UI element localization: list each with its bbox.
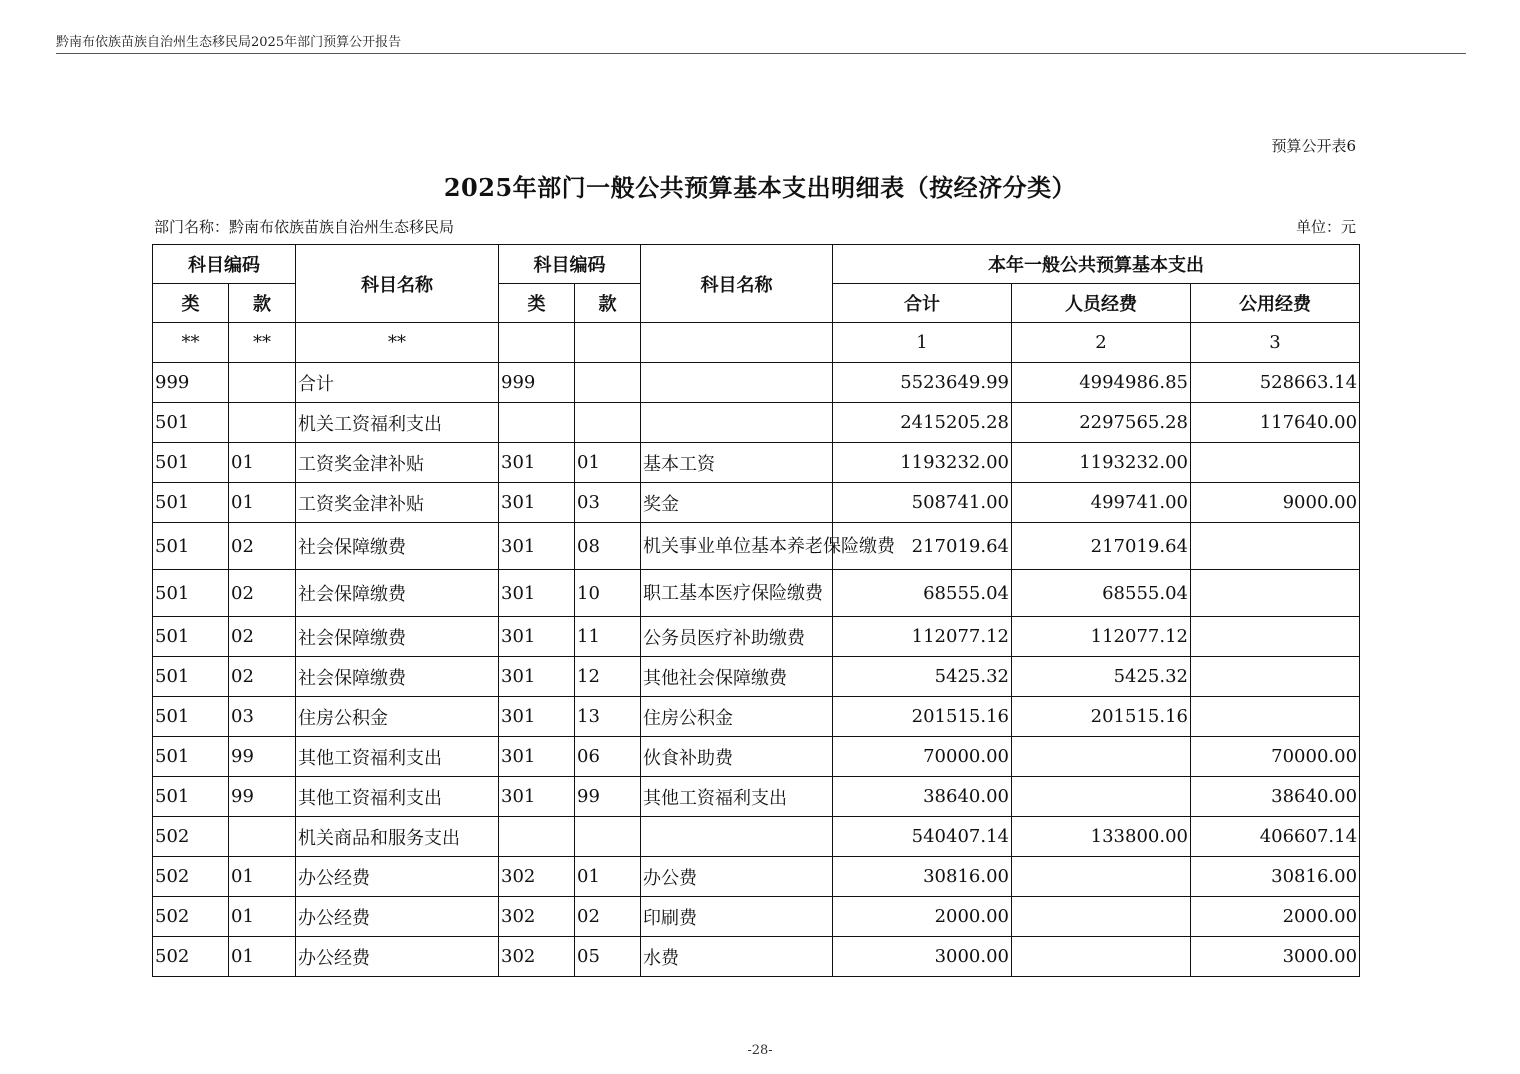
table-row [153,817,1360,857]
cell-econ-name: 机关事业单位基本养老保险缴费 [641,523,833,570]
cell-personnel: 2297565.28 [1012,403,1191,443]
cell-lei: 502 [153,817,229,857]
cell-kuan: 01 [229,897,296,937]
cell-total: 508741.00 [833,483,1012,523]
header-lei-2: 类 [499,284,575,323]
cell-econ-kuan [575,817,641,857]
cell-kuan [229,363,296,403]
table-row [153,570,1360,617]
cell-subject-name: 社会保障缴费 [296,617,499,657]
cell-total: 2415205.28 [833,403,1012,443]
cell-econ-lei: 302 [499,857,575,897]
cell-subject-name: 办公经费 [296,857,499,897]
header-name-1: 科目名称 [296,245,499,323]
table-row [153,777,1360,817]
cell-total: 70000.00 [833,737,1012,777]
page-title: 2025年部门一般公共预算基本支出明细表（按经济分类） [443,173,1077,202]
cell-econ-name: 其他社会保障缴费 [641,657,833,697]
cell-public: 2000.00 [1191,897,1360,937]
cell-kuan: 02 [229,570,296,617]
cell-econ-lei: 302 [499,937,575,977]
department-name: 部门名称：黔南布依族苗族自治州生态移民局 [154,218,455,236]
index-cell: 3 [1191,323,1360,363]
index-cell [575,323,641,363]
cell-personnel: 499741.00 [1012,483,1191,523]
unit-label: 单位：元 [1295,218,1356,236]
cell-lei: 501 [153,443,229,483]
budget-table [152,244,1360,977]
cell-public [1191,570,1360,617]
cell-personnel: 201515.16 [1012,697,1191,737]
cell-personnel: 1193232.00 [1012,443,1191,483]
cell-econ-name: 伙食补助费 [641,737,833,777]
cell-econ-kuan: 01 [575,857,641,897]
cell-kuan: 01 [229,443,296,483]
cell-subject-name: 合计 [296,363,499,403]
cell-lei: 501 [153,737,229,777]
cell-personnel: 5425.32 [1012,657,1191,697]
index-cell: ** [296,323,499,363]
cell-kuan [229,403,296,443]
cell-lei: 502 [153,857,229,897]
cell-subject-name: 工资奖金津补贴 [296,443,499,483]
cell-econ-name: 印刷费 [641,897,833,937]
cell-econ-name [641,817,833,857]
header-code-group-2: 科目编码 [499,245,641,284]
cell-econ-lei: 301 [499,617,575,657]
cell-kuan [229,817,296,857]
cell-econ-kuan [575,363,641,403]
cell-econ-kuan: 06 [575,737,641,777]
cell-econ-kuan: 13 [575,697,641,737]
cell-subject-name: 办公经费 [296,937,499,977]
cell-total: 68555.04 [833,570,1012,617]
table-body [153,323,1360,977]
cell-econ-kuan: 03 [575,483,641,523]
cell-subject-name: 工资奖金津补贴 [296,483,499,523]
cell-econ-lei: 301 [499,657,575,697]
cell-kuan: 99 [229,737,296,777]
cell-econ-name: 办公费 [641,857,833,897]
cell-personnel: 133800.00 [1012,817,1191,857]
cell-lei: 501 [153,483,229,523]
index-cell [641,323,833,363]
cell-total: 1193232.00 [833,443,1012,483]
cell-kuan: 02 [229,657,296,697]
cell-econ-kuan: 01 [575,443,641,483]
cell-personnel [1012,737,1191,777]
cell-lei: 501 [153,777,229,817]
cell-subject-name: 其他工资福利支出 [296,777,499,817]
cell-public [1191,617,1360,657]
cell-personnel: 112077.12 [1012,617,1191,657]
cell-subject-name: 住房公积金 [296,697,499,737]
cell-lei: 502 [153,897,229,937]
cell-total: 5425.32 [833,657,1012,697]
cell-lei: 501 [153,523,229,570]
cell-lei: 501 [153,697,229,737]
cell-subject-name: 社会保障缴费 [296,523,499,570]
cell-public: 30816.00 [1191,857,1360,897]
cell-public [1191,443,1360,483]
cell-econ-name: 其他工资福利支出 [641,777,833,817]
header-personnel: 人员经费 [1012,284,1191,323]
cell-personnel: 4994986.85 [1012,363,1191,403]
table-row [153,403,1360,443]
cell-econ-name: 水费 [641,937,833,977]
cell-kuan: 03 [229,697,296,737]
table-row [153,657,1360,697]
cell-personnel: 68555.04 [1012,570,1191,617]
table-row [153,737,1360,777]
table-number: 预算公开表6 [1271,137,1356,155]
cell-total: 3000.00 [833,937,1012,977]
header-public: 公用经费 [1191,284,1360,323]
cell-econ-name [641,363,833,403]
cell-kuan: 01 [229,483,296,523]
cell-public: 70000.00 [1191,737,1360,777]
cell-lei: 502 [153,937,229,977]
cell-subject-name: 机关工资福利支出 [296,403,499,443]
cell-econ-lei [499,403,575,443]
table-row [153,443,1360,483]
cell-total: 217019.64 [833,523,1012,570]
cell-kuan: 02 [229,523,296,570]
index-cell [499,323,575,363]
cell-lei: 999 [153,363,229,403]
table-row [153,483,1360,523]
cell-personnel: 217019.64 [1012,523,1191,570]
cell-econ-kuan: 02 [575,897,641,937]
table-row [153,617,1360,657]
cell-econ-lei: 301 [499,570,575,617]
cell-econ-lei: 301 [499,777,575,817]
cell-subject-name: 机关商品和服务支出 [296,817,499,857]
running-header: 黔南布依族苗族自治州生态移民局2025年部门预算公开报告 [56,35,402,50]
cell-total: 112077.12 [833,617,1012,657]
cell-public: 38640.00 [1191,777,1360,817]
cell-econ-name [641,403,833,443]
header-kuan-2: 款 [575,284,641,323]
cell-kuan: 01 [229,857,296,897]
cell-personnel [1012,937,1191,977]
cell-personnel [1012,857,1191,897]
cell-total: 2000.00 [833,897,1012,937]
cell-econ-kuan: 11 [575,617,641,657]
cell-personnel [1012,897,1191,937]
table-row [153,523,1360,570]
table-row [153,857,1360,897]
cell-econ-kuan: 99 [575,777,641,817]
index-cell: 1 [833,323,1012,363]
cell-lei: 501 [153,617,229,657]
index-cell: ** [229,323,296,363]
cell-total: 5523649.99 [833,363,1012,403]
cell-total: 201515.16 [833,697,1012,737]
cell-lei: 501 [153,403,229,443]
header-rule [56,53,1466,54]
cell-econ-kuan: 12 [575,657,641,697]
cell-econ-lei [499,817,575,857]
cell-econ-name: 公务员医疗补助缴费 [641,617,833,657]
cell-econ-name: 奖金 [641,483,833,523]
table-row [153,937,1360,977]
header-name-2: 科目名称 [641,245,833,323]
table-header [153,245,1360,323]
cell-kuan: 02 [229,617,296,657]
cell-lei: 501 [153,570,229,617]
cell-total: 38640.00 [833,777,1012,817]
cell-lei: 501 [153,657,229,697]
cell-total: 540407.14 [833,817,1012,857]
page-number: -28- [747,1043,773,1058]
cell-kuan: 01 [229,937,296,977]
cell-econ-kuan: 10 [575,570,641,617]
table-row [153,697,1360,737]
table-row [153,897,1360,937]
cell-subject-name: 社会保障缴费 [296,657,499,697]
cell-public [1191,523,1360,570]
cell-econ-lei: 301 [499,443,575,483]
cell-kuan: 99 [229,777,296,817]
cell-econ-name: 住房公积金 [641,697,833,737]
cell-econ-kuan: 08 [575,523,641,570]
header-expense-group: 本年一般公共预算基本支出 [833,245,1360,284]
cell-subject-name: 办公经费 [296,897,499,937]
header-total: 合计 [833,284,1012,323]
cell-public [1191,657,1360,697]
cell-subject-name: 社会保障缴费 [296,570,499,617]
cell-econ-kuan [575,403,641,443]
header-lei-1: 类 [153,284,229,323]
index-cell: ** [153,323,229,363]
index-cell: 2 [1012,323,1191,363]
cell-econ-lei: 301 [499,523,575,570]
cell-econ-lei: 302 [499,897,575,937]
cell-public: 406607.14 [1191,817,1360,857]
cell-subject-name: 其他工资福利支出 [296,737,499,777]
cell-total: 30816.00 [833,857,1012,897]
cell-public: 117640.00 [1191,403,1360,443]
cell-public: 3000.00 [1191,937,1360,977]
cell-econ-name: 基本工资 [641,443,833,483]
cell-econ-name: 职工基本医疗保险缴费 [641,570,833,617]
cell-econ-lei: 301 [499,697,575,737]
index-row [153,323,1360,363]
cell-public [1191,697,1360,737]
cell-public: 9000.00 [1191,483,1360,523]
cell-econ-lei: 999 [499,363,575,403]
cell-econ-lei: 301 [499,483,575,523]
cell-public: 528663.14 [1191,363,1360,403]
cell-econ-lei: 301 [499,737,575,777]
header-code-group-1: 科目编码 [153,245,296,284]
cell-econ-kuan: 05 [575,937,641,977]
header-kuan-1: 款 [229,284,296,323]
table-row [153,363,1360,403]
cell-personnel [1012,777,1191,817]
